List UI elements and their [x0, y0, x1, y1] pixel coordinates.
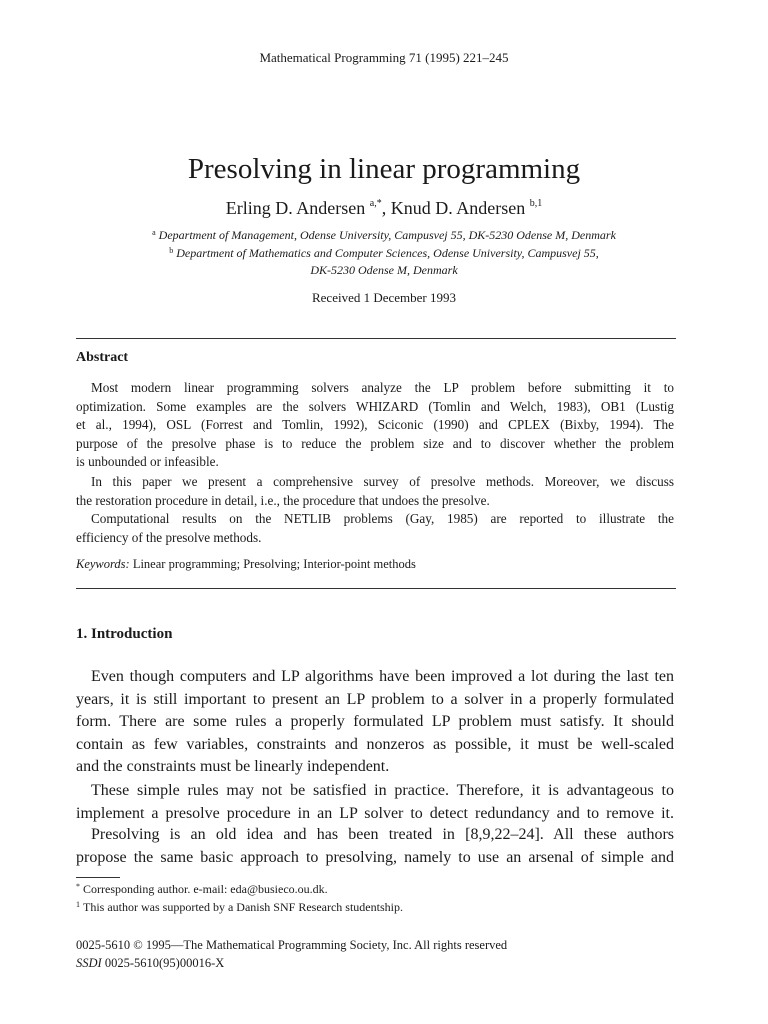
affiliation-b: [0, 246, 768, 261]
author-separator: ,: [381, 198, 391, 218]
copyright-line: 0025-5610 © 1995—The Mathematical Programming Society, Inc. All rights reserved: [76, 938, 508, 952]
abstract-heading: Abstract: [76, 350, 129, 365]
affiliation-mark: b: [169, 246, 174, 255]
body-paragraph: [76, 824, 674, 869]
text-line: Presolving is an old idea and has been treated in [8,9,22–24]. All these authors: [91, 826, 674, 843]
abstract-paragraph: [76, 510, 674, 547]
body-paragraph: [76, 780, 674, 825]
keywords-label: Keywords:: [76, 557, 130, 571]
text-line: Even though computers and LP algorithms have been improved a lot during the last ten: [91, 668, 674, 685]
affiliation-text: Department of Management, Odense University, Campusvej 55, DK-5230 Odense M, Denmark: [158, 228, 616, 242]
affiliation-mark: a: [152, 228, 156, 237]
text-line: Most modern linear programming solvers analyze the LP problem before submitting it to: [91, 380, 674, 395]
footnote: [76, 882, 328, 897]
affiliation-text: Department of Mathematics and Computer Sciences, Odense University, Campusvej 55,: [176, 246, 599, 260]
footnote-text: Corresponding author. e-mail: eda@busieco.ou.dk.: [83, 882, 328, 896]
affiliation-b-line2: DK-5230 Odense M, Denmark: [310, 263, 458, 277]
text-line: years, it is still important to present an LP problem to a solver in a properly formulated: [76, 690, 674, 708]
keywords: [76, 557, 416, 572]
text-line: implement a presolve procedure in an LP solver to detect redundancy and to remove it.: [76, 804, 674, 822]
author-line: [0, 198, 768, 219]
text-line: et al., 1994), OSL (Forrest and Tomlin, 1992), Sciconic (1990) and CPLEX (Bixby, 1994). The: [76, 417, 674, 433]
abstract-paragraph: [76, 473, 674, 510]
body-paragraph: [76, 666, 674, 779]
author-affiliation-marks: a,*: [369, 198, 382, 209]
footnote-mark: *: [76, 882, 80, 891]
abstract-paragraph: [76, 379, 674, 472]
text-line: form. There are some rules a properly formulated LP problem must satisfy. It should: [76, 713, 674, 731]
footnote-mark: 1: [76, 900, 80, 909]
journal-citation: Mathematical Programming 71 (1995) 221–245: [259, 50, 509, 65]
author-name: Erling D. Andersen: [225, 198, 366, 218]
divider: [76, 588, 676, 589]
text-line: optimization. Some examples are the solvers WHIZARD (Tomlin and Welch, 1983), OB1 (Lustig: [76, 398, 674, 414]
text-line: Computational results on the NETLIB problems (Gay, 1985) are reported to illustrate the: [91, 511, 674, 526]
text-line: These simple rules may not be satisfied in practice. Therefore, it is advantageous to: [91, 782, 674, 799]
text-line: and the constraints must be linearly independent.: [76, 758, 390, 776]
text-line: is unbounded or infeasible.: [76, 454, 219, 470]
footnote-text: This author was supported by a Danish SNF Research studentship.: [83, 900, 403, 914]
ssdi-label: SSDI: [76, 956, 102, 970]
keywords-text: Linear programming; Presolving; Interior-point methods: [129, 557, 416, 571]
received-date: Received 1 December 1993: [311, 290, 457, 305]
footnote: [76, 900, 403, 915]
ssdi-value: 0025-5610(95)00016-X: [101, 956, 225, 970]
text-line: In this paper we present a comprehensive survey of presolve methods. Moreover, we discuss: [91, 474, 674, 489]
author-name: Knud D. Andersen: [390, 198, 526, 218]
text-line: efficiency of the presolve methods.: [76, 529, 262, 545]
text-line: propose the same basic approach to presolving, namely to use an arsenal of simple and: [76, 848, 674, 866]
author-affiliation-marks: b,1: [529, 198, 543, 209]
text-line: the restoration procedure in detail, i.e., the procedure that undoes the presolve.: [76, 492, 490, 508]
section-heading: 1. Introduction: [76, 626, 173, 642]
text-line: contain as few variables, constraints and nonzeros as possible, it must be well-scaled: [76, 735, 674, 753]
affiliation-a: [0, 228, 768, 243]
text-line: purpose of the presolve phase is to reduce the problem size and to discover whether the problem: [76, 435, 674, 451]
paper-title: Presolving in linear programming: [187, 153, 581, 185]
ssdi-line: [76, 956, 224, 971]
divider: [76, 338, 676, 339]
footnote-divider: [76, 877, 120, 878]
